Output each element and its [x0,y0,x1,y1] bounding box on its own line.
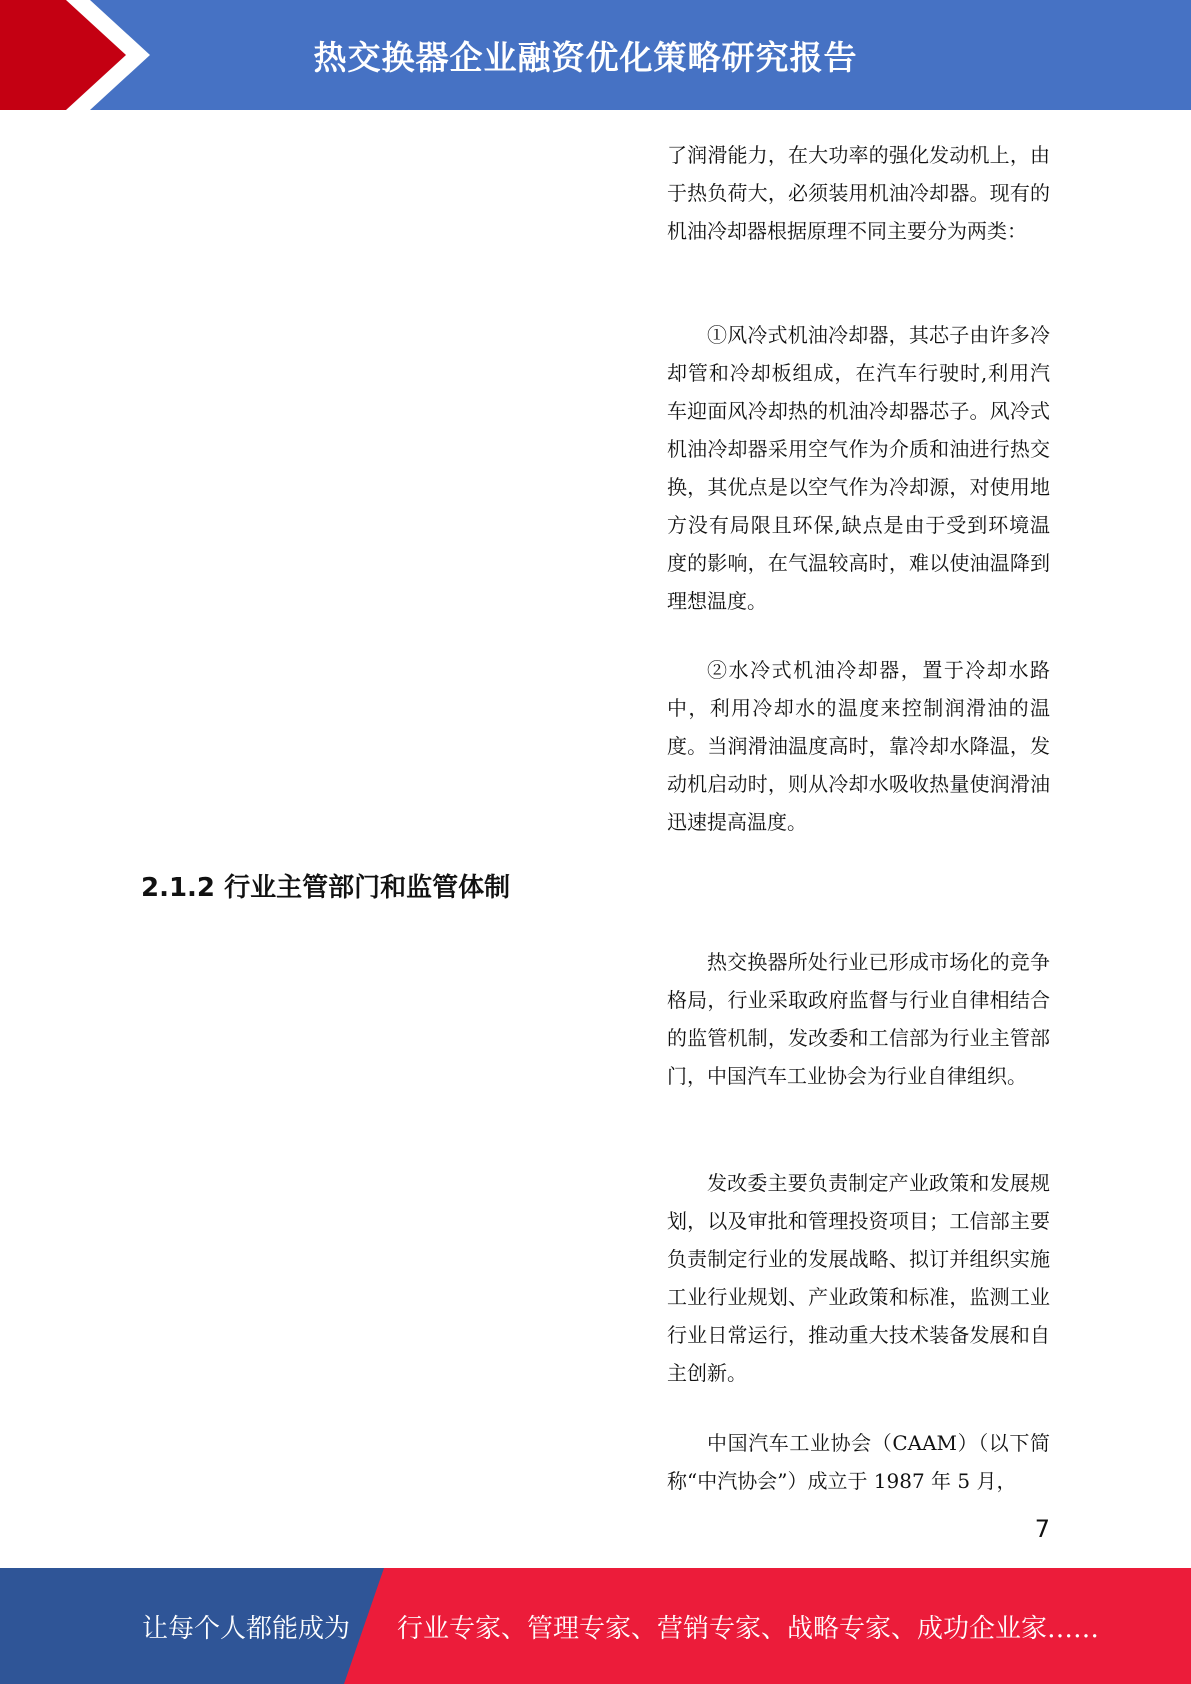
body-paragraph-3: ②水冷式机油冷却器，置于冷却水路中，利用冷却水的温度来控制润滑油的温度。当润滑油温度高时，靠冷却水降温，发动机启动时，则从冷却水吸收热量使润滑油迅速提高温度。 [667,658,1050,834]
section-heading: 2.1.2 行业主管部门和监管体制 [141,873,511,903]
page-header [0,0,1191,110]
body-paragraph-2: ①风冷式机油冷却器，其芯子由许多冷却管和冷却板组成，在汽车行驶时,利用汽车迎面风冷却热的机油冷却器芯子。风冷式机油冷却器采用空气作为介质和油进行热交换，其优点是以空气作为冷却源，对使用地方没有局限且环保,缺点是由于受到环境温度的影响，在气温较高时，难以使油温降到理想温度。 [667,323,1050,613]
page-number: 7 [1034,1515,1050,1543]
section-paragraph-1: 热交换器所处行业已形成市场化的竞争格局，行业采取政府监督与行业自律相结合的监管机制，发改委和工信部为行业主管部门，中国汽车工业协会为行业自律组织。 [667,950,1050,1088]
header-chevron-icon [0,0,160,110]
section-paragraph-3: 中国汽车工业协会（CAAM）（以下简称“中汽协会”）成立于 1987 年 5 月， [667,1431,1050,1493]
body-paragraph-1: 了润滑能力，在大功率的强化发动机上，由于热负荷大，必须装用机油冷却器。现有的机油冷却器根据原理不同主要分为两类： [667,143,1050,243]
footer-slogan-left: 让每个人都能成为 [142,1613,351,1644]
footer-slogan-right: 行业专家、管理专家、营销专家、战略专家、成功企业家…… [397,1613,1100,1644]
page-footer [0,1568,1191,1684]
report-title: 热交换器企业融资优化策略研究报告 [313,37,858,77]
section-paragraph-2: 发改委主要负责制定产业政策和发展规划，以及审批和管理投资项目；工信部主要负责制定行业的发展战略、拟订并组织实施工业行业规划、产业政策和标准，监测工业行业日常运行，推动重大技术装备发展和自主创新。 [667,1171,1050,1385]
